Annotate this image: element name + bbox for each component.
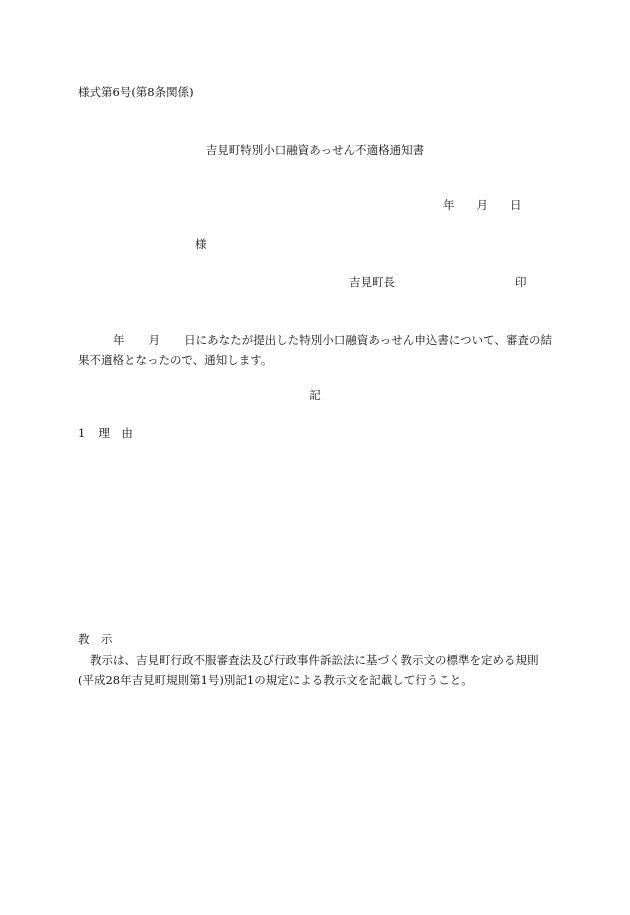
body-year-label: 年 [113,333,125,347]
date-day-label: 日 [510,198,522,212]
notice-body [78,330,552,370]
reason-label: 理 由 [98,426,133,440]
kyoji-body: 教示は、吉見町行政不服審査法及び行政事件訴訟法に基づく教示文の標準を定める規則(平成28年吉見町規則第1号)別記1の規定による教示文を記載して行うこと。 [78,653,539,687]
document-title: 吉見町特別小口融資あっせん不適格通知書 [205,143,425,157]
issuer-name: 吉見町長 [349,275,395,289]
seal-mark: 印 [515,275,527,289]
date-year-label: 年 [443,198,455,212]
addressee-suffix: 様 [195,237,207,251]
form-number: 様式第6号(第8条関係) [78,85,194,99]
date-line [443,197,522,213]
reason-heading [78,425,133,441]
reason-number: 1 [78,426,86,440]
body-text: 日にあなたが提出した特別小口融資あっせん申込書について、審査の結果不適格となったので、通知します。 [78,333,553,367]
kyoji-text [78,650,554,690]
kyoji-heading: 教 示 [78,632,113,646]
date-month-label: 月 [476,198,488,212]
body-month-label: 月 [148,333,161,347]
ki-heading: 記 [309,388,321,402]
